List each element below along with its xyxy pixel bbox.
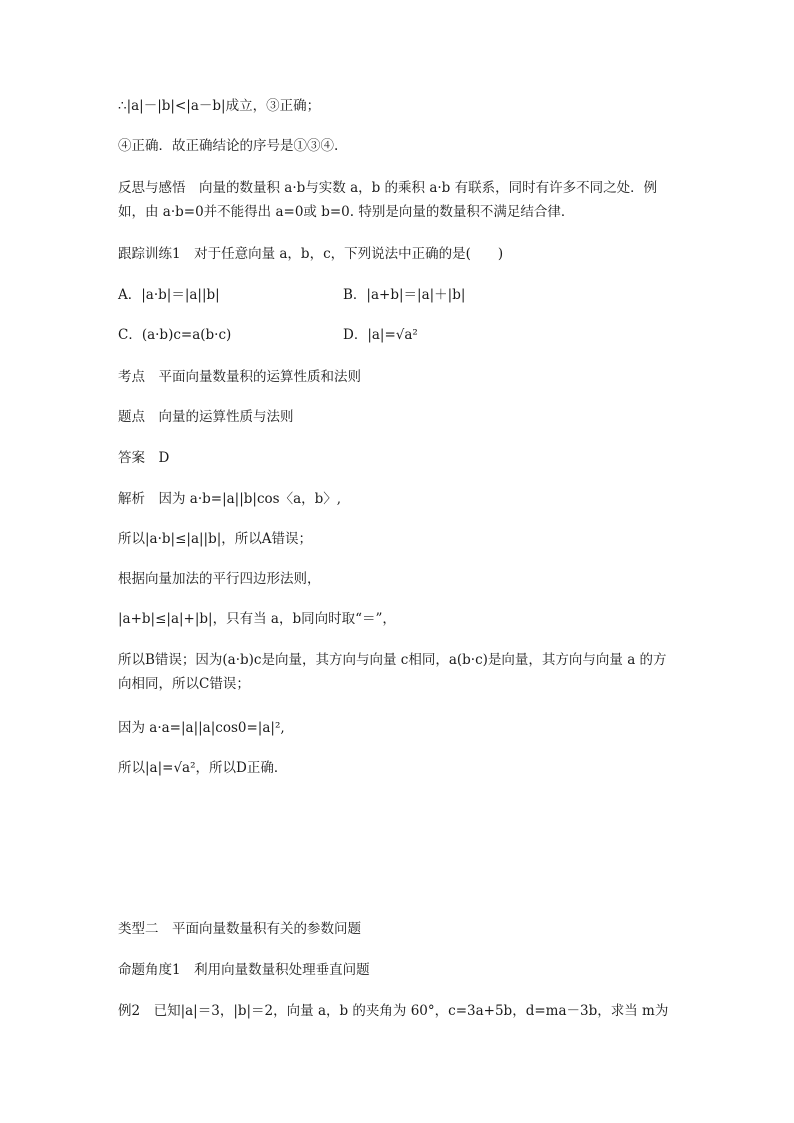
option-c: C．(a·b)c=a(b·c): [118, 327, 232, 343]
analysis-paragraph: 所以B错误；因为(a·b)c是向量，其方向与向量 c相同，a(b·c)是向量，其方向与向量 a 的方向相同，所以C错误；: [118, 652, 667, 692]
option-b: B．|a+b|＝|a|＋|b|: [343, 287, 466, 303]
subtopic-label: 题点 向量的运算性质与法则: [118, 409, 294, 425]
analysis-line: 根据向量加法的平行四边形法则，: [118, 571, 321, 587]
option-row: [118, 325, 680, 345]
analysis-line: 因为 a·a=|a||a|cos0=|a|²,: [118, 720, 285, 736]
topic-label: 考点 平面向量数量积的运算性质和法则: [118, 369, 361, 385]
reflection-paragraph: 反思与感悟 向量的数量积 a·b与实数 a，b 的乘积 a·b 有联系，同时有许多不同之处．例如，由 a·b=0并不能得出 a=0或 b=0. 特别是向量的数量积不满足结合律．: [118, 180, 658, 220]
analysis-line: 解析 因为 a·b=|a||b|cos〈a，b〉,: [118, 491, 342, 507]
example-line: 例2 已知|a|＝3，|b|＝2，向量 a，b 的夹角为 60°，c=3a+5b，d=ma－3b，求当 m为: [118, 1003, 669, 1019]
answer-label: 答案 D: [118, 450, 170, 466]
option-row: [118, 285, 680, 305]
option-d: D．|a|=√a²: [343, 327, 418, 343]
text-line: ∴|a|－|b|<|a－b|成立，③正确；: [118, 98, 321, 114]
analysis-line: 所以|a|=√a²，所以D正确．: [118, 760, 288, 776]
analysis-line: |a+b|≤|a|+|b|，只有当 a，b同向时取“＝”，: [118, 611, 396, 627]
section-heading: 类型二 平面向量数量积有关的参数问题: [118, 921, 361, 937]
exercise-title: 跟踪训练1 对于任意向量 a，b，c，下列说法中正确的是( ): [118, 246, 504, 262]
option-a: A．|a·b|＝|a||b|: [118, 287, 220, 303]
subsection-heading: 命题角度1 利用向量数量积处理垂直问题: [118, 962, 370, 978]
analysis-line: 所以|a·b|≤|a||b|，所以A错误；: [118, 531, 313, 547]
text-line: ④正确．故正确结论的序号是①③④.: [118, 138, 339, 154]
